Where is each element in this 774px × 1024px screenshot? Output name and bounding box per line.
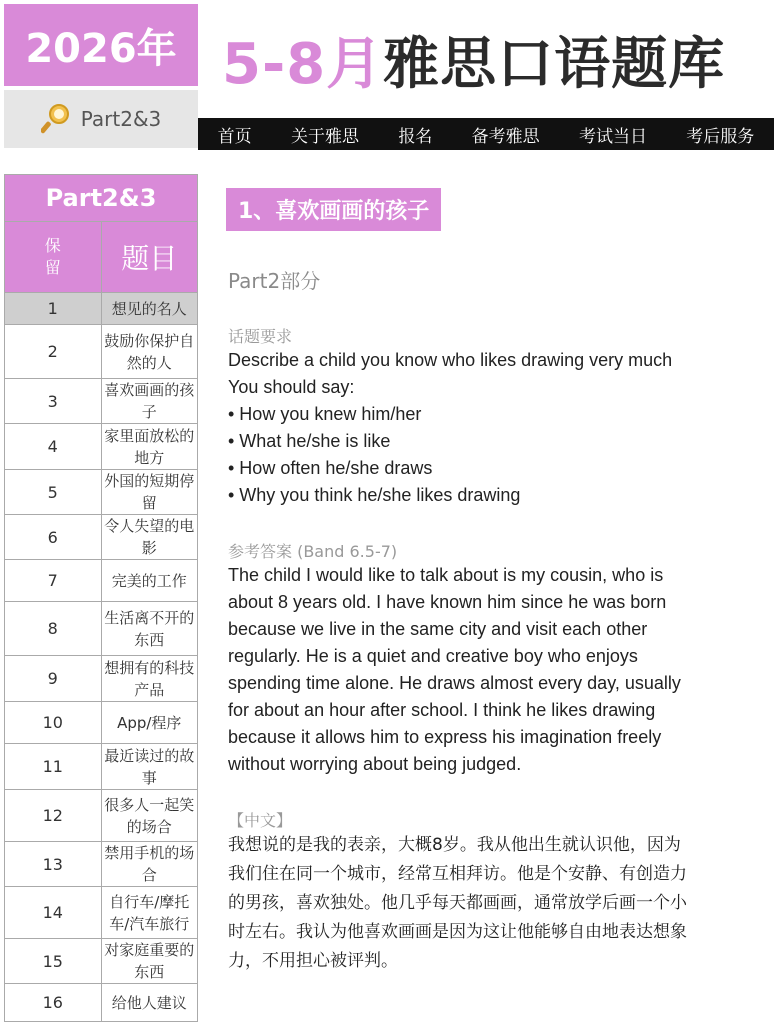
chinese-label: 【中文】 [228,811,293,830]
row-topic: 家里面放松的地方 [101,424,198,470]
nav-item-after-test[interactable]: 考后服务 [686,126,755,147]
question-content [228,188,768,976]
row-number: 11 [5,744,102,790]
row-topic: App/程序 [101,702,198,744]
table-row[interactable] [5,424,198,470]
row-number: 5 [5,470,102,515]
row-topic: 想拥有的科技产品 [101,656,198,702]
table-row[interactable] [5,293,198,325]
nav-bar [198,118,774,150]
part-banner [4,90,198,148]
nav-item-register[interactable]: 报名 [398,126,433,147]
row-number: 10 [5,702,102,744]
requirement-label: 话题要求 [228,327,293,346]
table-row[interactable] [5,744,198,790]
row-number: 14 [5,887,102,939]
section-label: Part2部分 [228,269,321,293]
answer-label: 参考答案 (Band 6.5-7) [228,542,398,561]
row-number: 1 [5,293,102,325]
question-title: 1、喜欢画画的孩子 [226,188,441,231]
nav-item-prepare[interactable]: 备考雅思 [471,126,540,147]
row-topic: 喜欢画画的孩子 [101,379,198,424]
row-topic: 外国的短期停留 [101,470,198,515]
table-title: Part2&3 [5,175,198,222]
col-topic-header: 题目 [101,222,198,293]
row-topic: 完美的工作 [101,560,198,602]
row-topic: 想见的名人 [101,293,198,325]
title-highlight: 5-8月 [222,32,384,97]
row-topic: 鼓励你保护自然的人 [101,325,198,379]
row-topic: 最近读过的故事 [101,744,198,790]
row-topic: 对家庭重要的东西 [101,939,198,984]
row-topic: 禁用手机的场合 [101,842,198,887]
nav-item-test-day[interactable]: 考试当日 [578,126,647,147]
table-row[interactable] [5,325,198,379]
table-row[interactable] [5,470,198,515]
row-topic: 很多人一起笑的场合 [101,790,198,842]
chinese-text: 我想说的是我的表亲，大概8岁。我从他出生就认识他，因为 我们住在同一个城市，经常互相拜访。他是个安静、有创造力 的男孩，喜欢独处。他几乎每天都画画，通常放学后画一个小 时左右。我认为他喜欢画画是因为这让他能够自由地表达想象 力，不用担心被评判。 [228,835,687,971]
requirement-text: Describe a child you know who likes drawing very much You should say: • How you knew him/her • What he/she is like • How often he/she draws • Why you think he/she likes drawing [228,350,673,505]
answer-text: The child I would like to talk about is my cousin, who is about 8 years old. I have known him since he was born because we live in the same city and visit each other regularly. He is a quiet and creative boy who enjoys spending time alone. He draws almost every day, usually for about an hour after school. I think he likes drawing because it allows him to express his imagination freely without worrying about being judged. [228,565,681,774]
row-topic: 自行车/摩托车/汽车旅行 [101,887,198,939]
row-number: 13 [5,842,102,887]
table-row[interactable] [5,842,198,887]
table-row[interactable] [5,656,198,702]
table-row[interactable] [5,602,198,656]
magnifier-icon [41,102,71,136]
row-number: 8 [5,602,102,656]
table-row[interactable] [5,702,198,744]
table-row[interactable] [5,515,198,560]
table-row[interactable] [5,887,198,939]
row-topic: 给他人建议 [101,984,198,1022]
col-keep-header: 保留 [5,222,102,293]
row-number: 16 [5,984,102,1022]
row-number: 2 [5,325,102,379]
row-number: 6 [5,515,102,560]
row-number: 4 [5,424,102,470]
table-row[interactable] [5,790,198,842]
nav-item-about[interactable]: 关于雅思 [290,126,359,147]
row-topic: 生活离不开的东西 [101,602,198,656]
row-number: 3 [5,379,102,424]
page-title [222,20,725,100]
table-row[interactable] [5,560,198,602]
row-number: 12 [5,790,102,842]
row-number: 15 [5,939,102,984]
topic-table [4,174,198,1022]
table-row[interactable] [5,379,198,424]
row-number: 7 [5,560,102,602]
year-banner: 2026年 [4,4,198,86]
nav-item-home[interactable]: 首页 [217,126,252,147]
row-number: 9 [5,656,102,702]
part-label: Part2&3 [80,107,162,131]
row-topic: 令人失望的电影 [101,515,198,560]
table-row[interactable] [5,939,198,984]
table-row[interactable] [5,984,198,1022]
title-rest: 雅思口语题库 [383,32,726,97]
